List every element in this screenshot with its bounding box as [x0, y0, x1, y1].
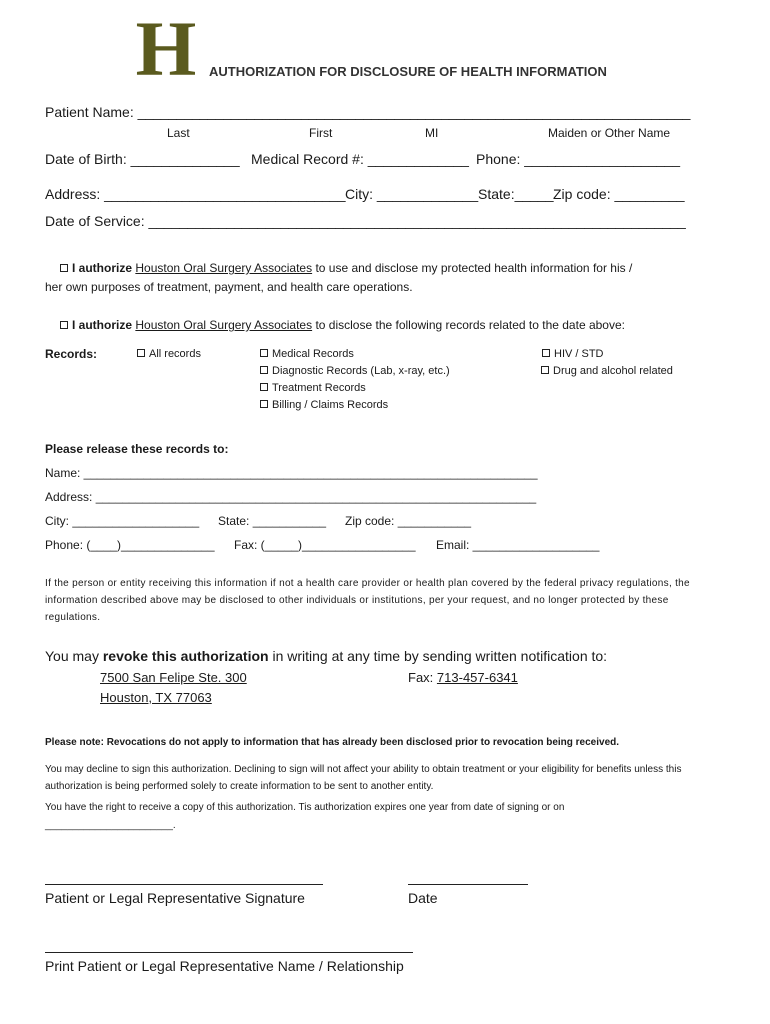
expiry-date-field[interactable]: _______________________.: [45, 820, 176, 831]
record-option-medical[interactable]: [260, 348, 354, 360]
form-title: AUTHORIZATION FOR DISCLOSURE OF HEALTH INFORMATION: [209, 64, 607, 79]
decline-statement: You may decline to sign this authorization. Declining to sign will not affect your ability to obtain treatment or your eligibility for benefits unless this authorization is being performed solely to create information to be sent to another entity.: [45, 764, 682, 792]
date-line[interactable]: [408, 884, 528, 885]
revoke-address-line1: 7500 San Felipe Ste. 300: [100, 670, 247, 685]
logo: [130, 18, 202, 78]
patient-name-field[interactable]: Patient Name: _______________________________________________________________________: [45, 104, 691, 120]
copy-statement: You have the right to receive a copy of this authorization. Tis authorization expires one year from date of signing or on: [45, 802, 565, 813]
release-state-field[interactable]: State: ___________: [218, 514, 327, 528]
authorize-disclose-row: [60, 318, 625, 332]
privacy-notice: If the person or entity receiving this information if not a health care provider or health plan covered by the federal privacy regulations, the information described above may be disclosed to other individuals or institutions, per your request, and no longer protected by these regulations.: [45, 578, 690, 623]
checkbox[interactable]: [260, 349, 268, 357]
authorize-use-row: [60, 261, 632, 275]
checkbox[interactable]: [260, 383, 268, 391]
sub-label-mi: MI: [425, 126, 439, 140]
revoke-prefix: You may: [45, 648, 99, 664]
revoke-suffix: in writing at any time by sending written notification to:: [272, 648, 608, 664]
release-name-field[interactable]: Name: ____________________________________________________________________: [45, 466, 538, 480]
zip-field[interactable]: Zip code: _________: [553, 186, 685, 202]
authorize-use-text: to use and disclose my protected health information for his /: [315, 261, 633, 275]
print-name-label: Print Patient or Legal Representative Name / Relationship: [45, 958, 404, 974]
sub-label-first: First: [309, 126, 333, 140]
date-label: Date: [408, 890, 438, 906]
state-field[interactable]: State:_____: [478, 186, 554, 202]
records-label: Records:: [45, 347, 98, 361]
record-option-label: Drug and alcohol related: [553, 365, 673, 377]
record-option-drug[interactable]: [541, 365, 673, 377]
record-option-all[interactable]: [137, 348, 201, 360]
record-option-label: Medical Records: [272, 348, 354, 360]
authorize-prefix: I authorize: [72, 318, 133, 332]
revoke-bold: revoke this authorization: [102, 648, 269, 664]
release-address-field[interactable]: Address: __________________________________________________________________: [45, 490, 537, 504]
authorize-disclose-text: to disclose the following records related to the date above:: [315, 318, 625, 332]
phone-field[interactable]: Phone: ____________________: [476, 151, 680, 167]
city-field[interactable]: City: _____________: [345, 186, 479, 202]
record-option-label: Diagnostic Records (Lab, x-ray, etc.): [272, 365, 450, 377]
logo-h-icon: [130, 18, 202, 78]
org-name: Houston Oral Surgery Associates: [135, 261, 313, 275]
release-fax-field[interactable]: Fax: (_____)_________________: [234, 538, 416, 552]
release-zip-field[interactable]: Zip code: ___________: [345, 514, 472, 528]
release-heading: Please release these records to:: [45, 442, 229, 456]
authorize-prefix: I authorize: [72, 261, 133, 275]
fax-number: 713-457-6341: [436, 670, 518, 685]
checkbox[interactable]: [260, 366, 268, 374]
release-phone-field[interactable]: Phone: (____)______________: [45, 538, 215, 552]
revoke-statement: [45, 648, 607, 664]
authorize-use-checkbox[interactable]: [60, 264, 68, 272]
record-option-label: Treatment Records: [272, 382, 366, 394]
authorize-disclose-checkbox[interactable]: [60, 321, 68, 329]
revoke-fax: [408, 670, 518, 685]
signature-line[interactable]: [45, 884, 323, 885]
authorize-use-text-line2: her own purposes of treatment, payment, and health care operations.: [45, 280, 413, 294]
record-option-label: Billing / Claims Records: [272, 399, 389, 411]
sub-label-last: Last: [167, 126, 190, 140]
checkbox[interactable]: [541, 366, 549, 374]
record-option-treatment[interactable]: [260, 382, 366, 394]
date-of-service-field[interactable]: Date of Service: _____________________________________________________________________: [45, 213, 686, 229]
sub-label-maiden: Maiden or Other Name: [548, 126, 671, 140]
signature-label: Patient or Legal Representative Signature: [45, 890, 305, 906]
record-option-label: HIV / STD: [554, 348, 604, 360]
record-option-diagnostic[interactable]: [260, 365, 450, 377]
record-option-label: All records: [149, 348, 201, 360]
release-city-field[interactable]: City: ___________________: [45, 514, 200, 528]
release-email-field[interactable]: Email: ___________________: [436, 538, 600, 552]
medical-record-field[interactable]: Medical Record #: _____________: [251, 151, 469, 167]
checkbox[interactable]: [137, 349, 145, 357]
fax-label: Fax:: [408, 670, 434, 685]
print-name-line[interactable]: [45, 952, 413, 953]
dob-field[interactable]: Date of Birth: ______________: [45, 151, 240, 167]
revoke-address-line2: Houston, TX 77063: [100, 690, 212, 705]
record-option-billing[interactable]: [260, 399, 388, 411]
record-option-hiv[interactable]: [542, 348, 604, 360]
checkbox[interactable]: [260, 400, 268, 408]
org-name: Houston Oral Surgery Associates: [135, 318, 313, 332]
address-field[interactable]: Address: _______________________________: [45, 186, 346, 202]
please-note: Please note: Revocations do not apply to information that has already been disclosed prior to revocation being received.: [45, 737, 620, 748]
checkbox[interactable]: [542, 349, 550, 357]
svg-text:H: H: [135, 18, 197, 78]
